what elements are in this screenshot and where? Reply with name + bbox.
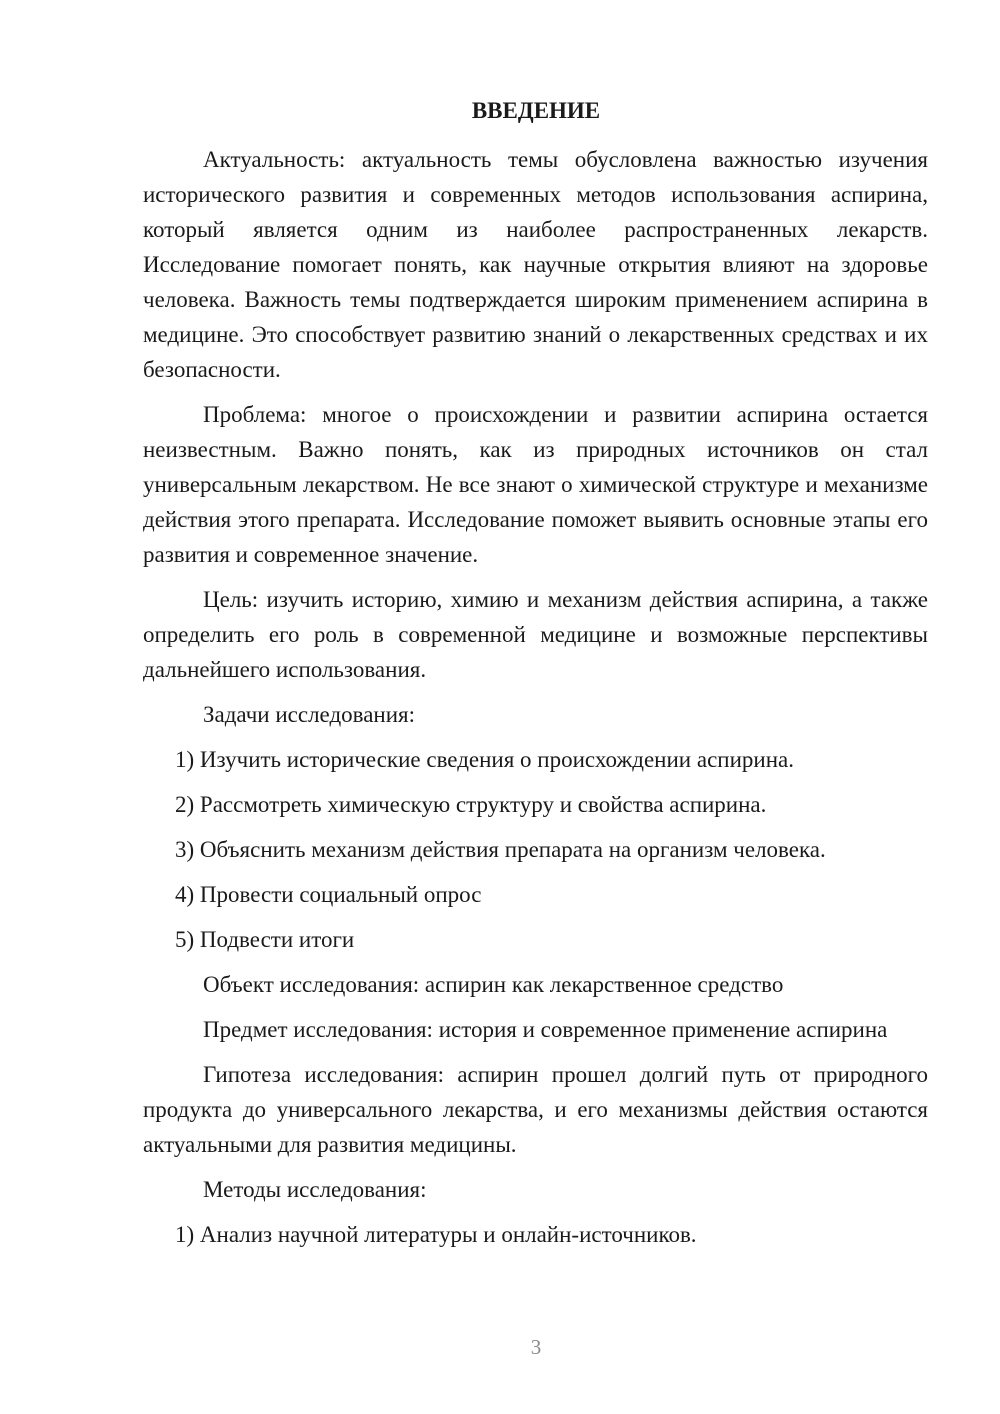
problem-paragraph: Проблема: многое о происхождении и развитии аспирина остается неизвестным. Важно понять, как из природных источников он стал универсальным лекарством. Не все знают о химической структуре и механизме действия этого препарата. Исследование поможет выявить основные этапы его развития и современное значение.: [143, 402, 928, 567]
page-title: ВВЕДЕНИЕ: [471, 98, 601, 123]
methods-heading: Методы исследования:: [203, 1177, 427, 1202]
goal-paragraph: Цель: изучить историю, химию и механизм действия аспирина, а также определить его роль в современной медицине и возможные перспективы дальнейшего использования.: [143, 587, 928, 682]
hypothesis-paragraph: Гипотеза исследования: аспирин прошел долгий путь от природного продукта до универсального лекарства, и его механизмы действия остаются актуальными для развития медицины.: [143, 1062, 928, 1157]
object-paragraph: Объект исследования: аспирин как лекарственное средство: [203, 972, 784, 997]
task-item: 4) Провести социальный опрос: [175, 882, 482, 907]
task-item: 5) Подвести итоги: [175, 927, 355, 952]
task-item: 3) Объяснить механизм действия препарата на организм человека.: [175, 837, 826, 862]
tasks-heading: Задачи исследования:: [203, 702, 416, 727]
task-item: 2) Рассмотреть химическую структуру и свойства аспирина.: [175, 792, 767, 817]
method-item: 1) Анализ научной литературы и онлайн-источников.: [175, 1222, 697, 1247]
subject-paragraph: Предмет исследования: история и современное применение аспирина: [203, 1017, 888, 1042]
task-item: 1) Изучить исторические сведения о происхождении аспирина.: [175, 747, 794, 772]
page-body: [143, 142, 928, 1262]
page-number: 3: [530, 1335, 542, 1359]
relevance-paragraph: Актуальность: актуальность темы обусловлена важностью изучения исторического развития и современных методов использования аспирина, который является одним из наиболее распространенных лекарств. Исследование помогает понять, как научные открытия влияют на здоровье человека. Важность темы подтверждается широким применением аспирина в медицине. Это способствует развитию знаний о лекарственных средствах и их безопасности.: [143, 147, 928, 382]
